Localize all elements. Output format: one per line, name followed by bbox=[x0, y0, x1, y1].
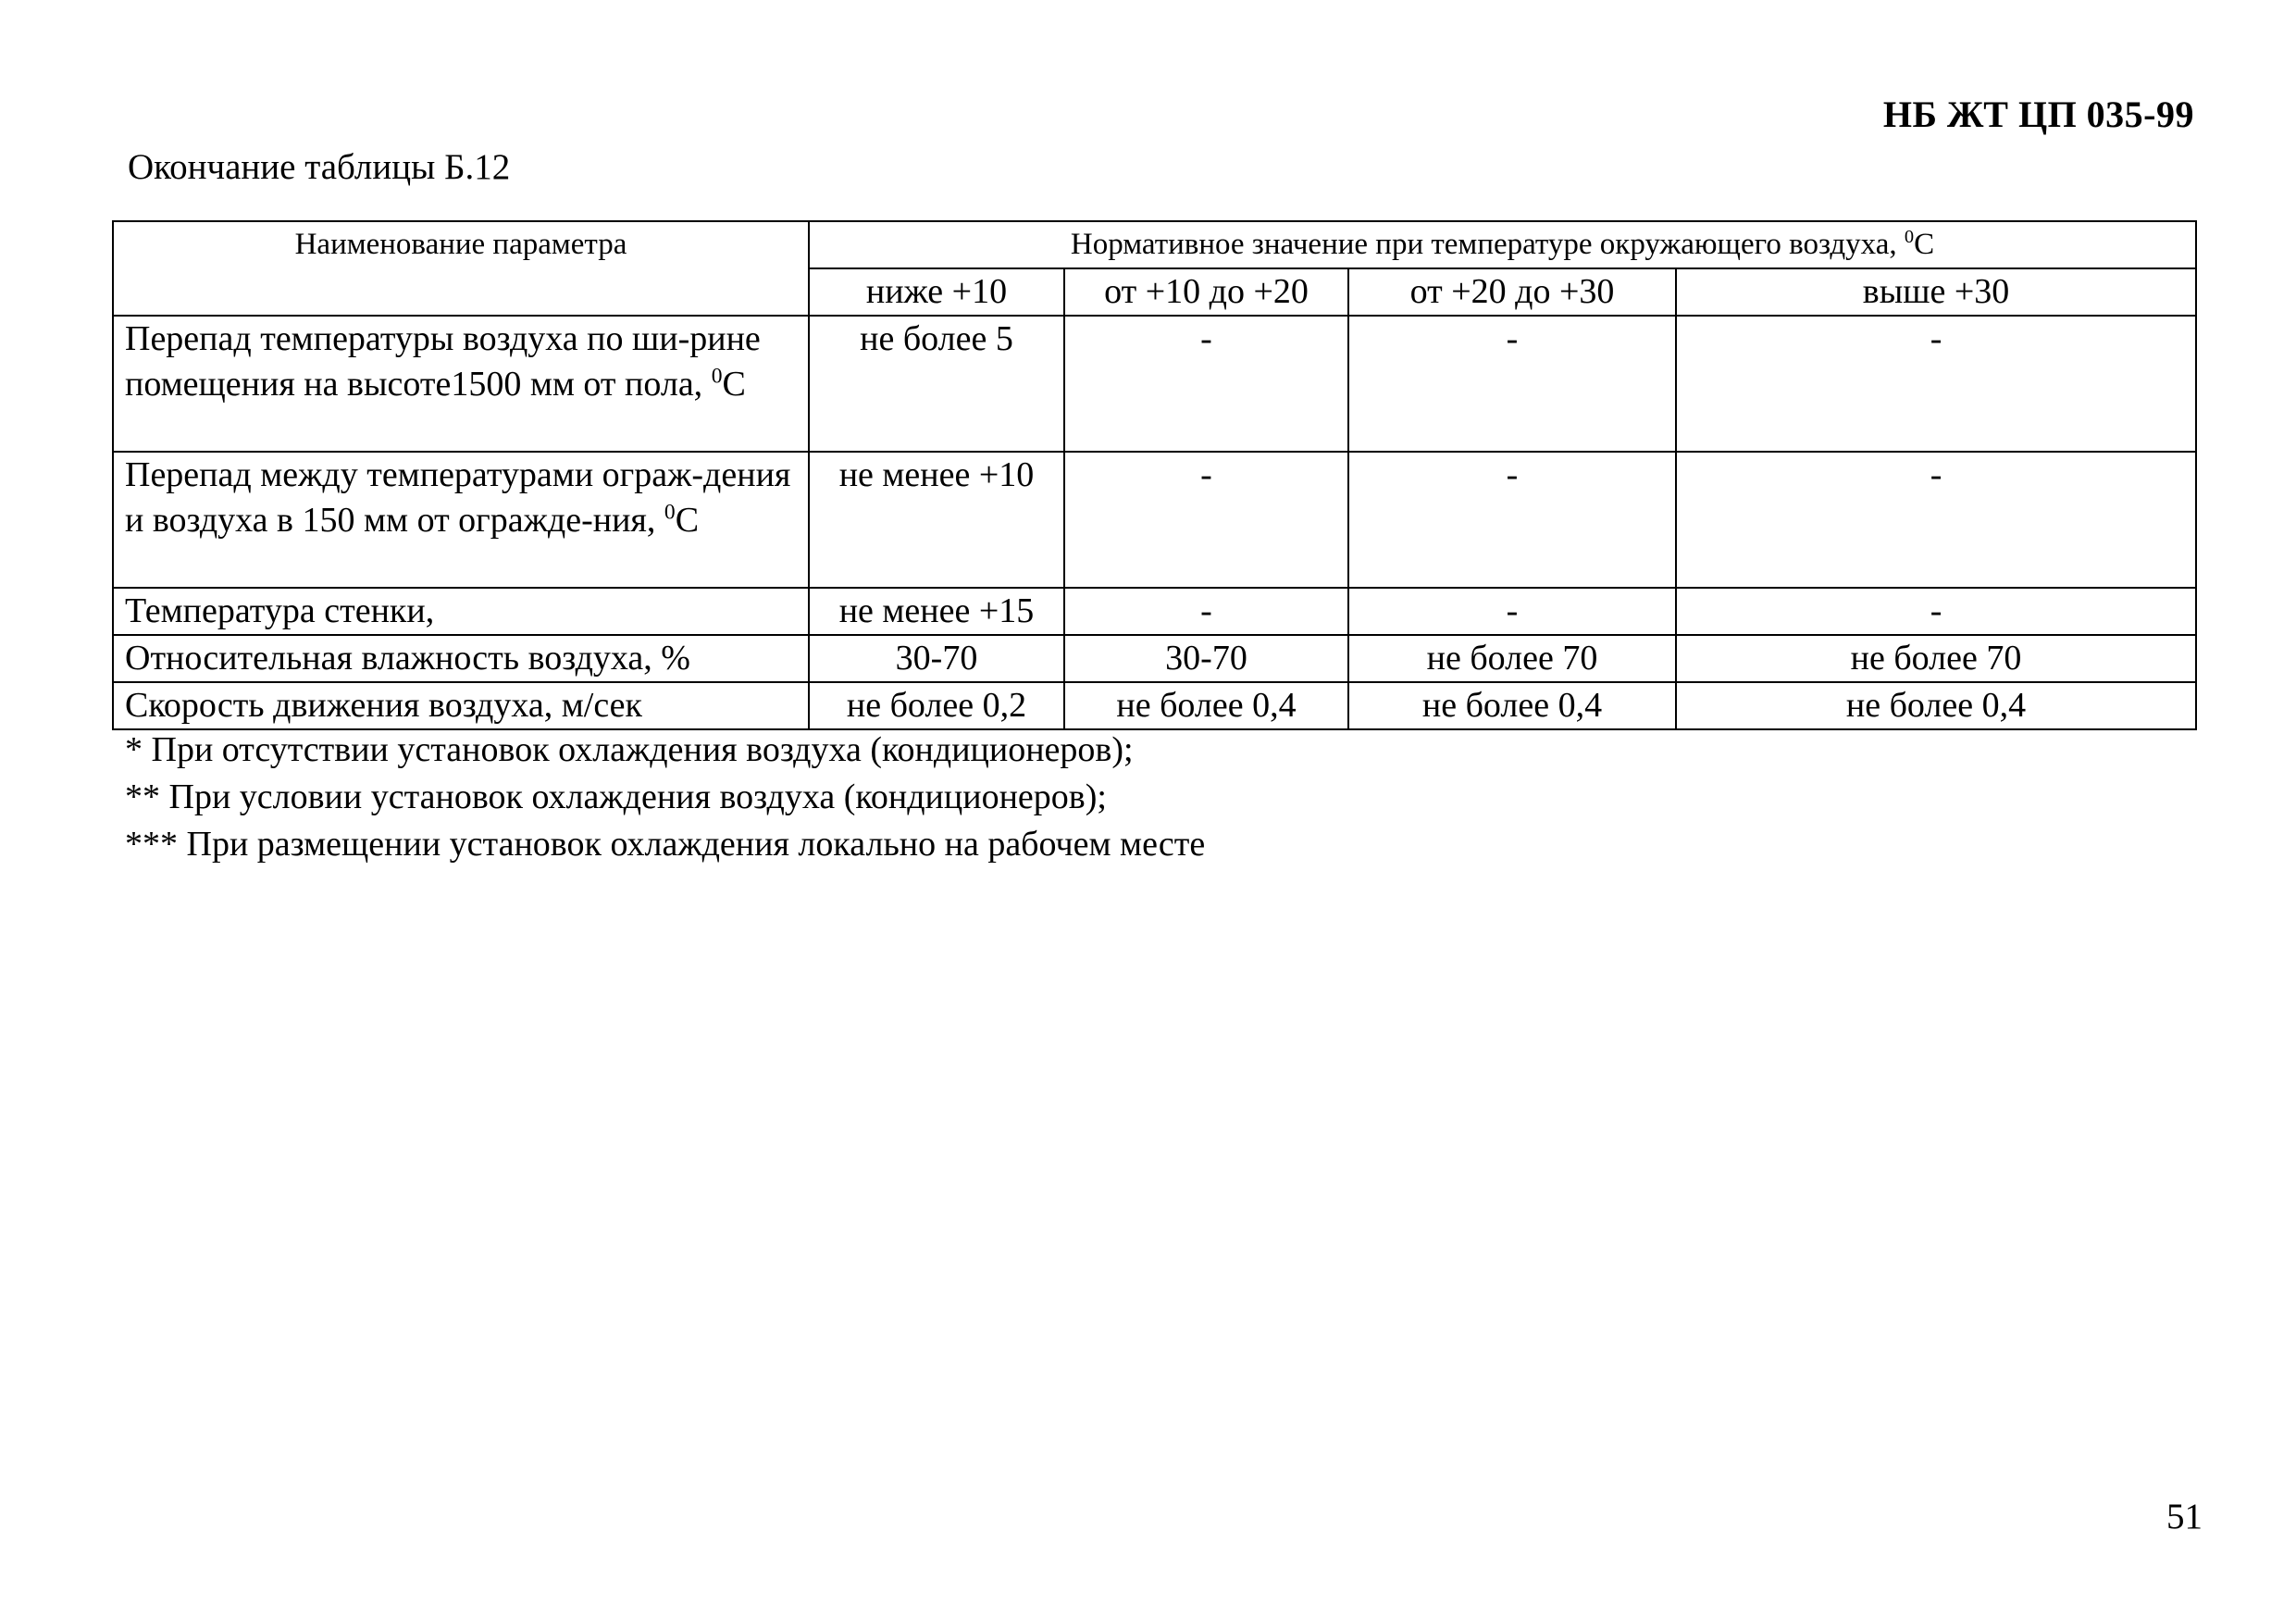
value-cell: не более 70 bbox=[1348, 635, 1676, 682]
value-cell: - bbox=[1676, 316, 2196, 452]
table-caption: Окончание таблицы Б.12 bbox=[128, 147, 511, 187]
table-row bbox=[113, 682, 2196, 729]
value-cell: не более 0,4 bbox=[1348, 682, 1676, 729]
footnote: * При отсутствии установок охлаждения воздуха (кондиционеров); bbox=[125, 730, 1134, 769]
degree-mark: 0 bbox=[1904, 227, 1915, 247]
degree-mark: 0 bbox=[664, 500, 676, 525]
table-row bbox=[113, 635, 2196, 682]
value-cell: не более 5 bbox=[809, 316, 1064, 452]
group-header-unit: С bbox=[1914, 228, 1935, 261]
table-row bbox=[113, 452, 2196, 588]
param-cell: Относительная влажность воздуха, % bbox=[113, 635, 809, 682]
normative-table bbox=[112, 220, 2197, 730]
footnote: *** При размещении установок охлаждения локально на рабочем месте bbox=[125, 825, 1206, 864]
value-cell: не более 0,4 bbox=[1064, 682, 1348, 729]
param-header: Наименование параметра bbox=[113, 221, 809, 316]
value-cell: - bbox=[1348, 452, 1676, 588]
table-row bbox=[113, 316, 2196, 452]
footnote: ** При условии установок охлаждения воздуха (кондиционеров); bbox=[125, 777, 1107, 816]
group-header bbox=[809, 221, 2196, 268]
value-cell: не более 0,4 bbox=[1676, 682, 2196, 729]
param-cell bbox=[113, 316, 809, 452]
value-cell: не более 0,2 bbox=[809, 682, 1064, 729]
sub-header-above-30: выше +30 bbox=[1676, 268, 2196, 316]
degree-mark: 0 bbox=[711, 364, 723, 389]
table-row bbox=[113, 588, 2196, 635]
table-header-row bbox=[113, 221, 2196, 268]
param-text: Перепад между температурами ограж-дения и воздуха в 150 мм от огражде-ния, bbox=[125, 455, 791, 540]
param-cell bbox=[113, 452, 809, 588]
sub-header-20-30: от +20 до +30 bbox=[1348, 268, 1676, 316]
param-cell: Температура стенки, bbox=[113, 588, 809, 635]
param-cell: Скорость движения воздуха, м/сек bbox=[113, 682, 809, 729]
sub-header-10-20: от +10 до +20 bbox=[1064, 268, 1348, 316]
value-cell: - bbox=[1064, 452, 1348, 588]
value-cell: - bbox=[1064, 316, 1348, 452]
param-unit: С bbox=[722, 365, 746, 404]
value-cell: - bbox=[1348, 588, 1676, 635]
value-cell: - bbox=[1348, 316, 1676, 452]
footnotes bbox=[125, 727, 1205, 868]
group-header-text: Нормативное значение при температуре окружающего воздуха, bbox=[1070, 228, 1905, 261]
param-unit: С bbox=[675, 501, 700, 540]
value-cell: не менее +10 bbox=[809, 452, 1064, 588]
value-cell: 30-70 bbox=[1064, 635, 1348, 682]
value-cell: - bbox=[1676, 452, 2196, 588]
param-text: Перепад температуры воздуха по ши-рине помещения на высоте1500 мм от пола, bbox=[125, 319, 761, 404]
value-cell: 30-70 bbox=[809, 635, 1064, 682]
document-code: НБ ЖТ ЦП 035-99 bbox=[1882, 93, 2194, 135]
value-cell: - bbox=[1064, 588, 1348, 635]
value-cell: не менее +15 bbox=[809, 588, 1064, 635]
sub-header-below-10: ниже +10 bbox=[809, 268, 1064, 316]
page-number: 51 bbox=[2166, 1497, 2203, 1536]
value-cell: - bbox=[1676, 588, 2196, 635]
value-cell: не более 70 bbox=[1676, 635, 2196, 682]
